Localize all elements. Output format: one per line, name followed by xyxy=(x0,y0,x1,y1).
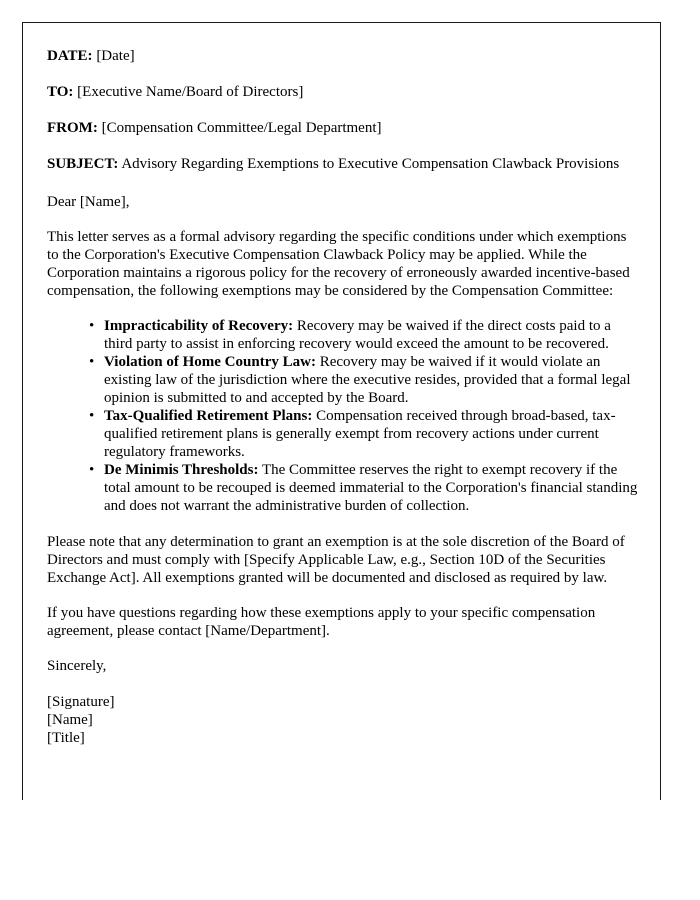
signature-placeholder: [Signature] xyxy=(47,694,115,710)
date-label: DATE: xyxy=(47,48,93,64)
closing-line: Sincerely, xyxy=(47,658,107,674)
signer-name: [Name] xyxy=(47,712,93,728)
discretion-paragraph: Please note that any determination to grant an exemption is at the sole discretion of the Board of Directors and must comply with [Specify Applicable Law, e.g., Section 10D of the Securities Exchange Act]. All exemptions granted will be documented and disclosed as required by law. xyxy=(47,534,625,586)
from-label: FROM: xyxy=(47,120,98,136)
exemption-term: Violation of Home Country Law: xyxy=(104,354,316,370)
exemption-description: Recovery may be waived if the direct costs paid to a third party to assist in enforcing recovery would exceed the amount to be recovered. xyxy=(104,318,611,352)
header-row-to xyxy=(47,83,639,101)
letter-body xyxy=(47,47,639,747)
list-item xyxy=(89,353,639,407)
header-row-date xyxy=(47,47,639,65)
exemption-term: Tax-Qualified Retirement Plans: xyxy=(104,408,313,424)
date-value: [Date] xyxy=(96,48,135,64)
subject-value: Advisory Regarding Exemptions to Executive Compensation Clawback Provisions xyxy=(121,156,620,172)
to-label: TO: xyxy=(47,84,74,100)
contact-paragraph: If you have questions regarding how these exemptions apply to your specific compensation agreement, please contact [Name/Department]. xyxy=(47,605,596,639)
from-value: [Compensation Committee/Legal Department] xyxy=(101,120,382,136)
exemption-term: Impracticability of Recovery: xyxy=(104,318,294,334)
subject-label: SUBJECT: xyxy=(47,156,119,172)
signer-title: [Title] xyxy=(47,730,85,746)
intro-paragraph: This letter serves as a formal advisory regarding the specific conditions under which exemptions to the Corporation's Executive Compensation Clawback Policy may be applied. While the Corporation maintains a rigorous policy for the recovery of erroneously awarded incentive-based compensation, the following exemptions may be considered by the Compensation Committee: xyxy=(47,229,630,299)
exemption-description: Recovery may be waived if it would violate an existing law of the jurisdiction where the executive resides, provided that a formal legal opinion is submitted to and accepted by the Board. xyxy=(104,354,631,406)
salutation: Dear [Name], xyxy=(47,194,130,210)
document-page xyxy=(22,22,661,800)
exemption-description: The Committee reserves the right to exempt recovery if the total amount to be recouped is deemed immaterial to the Corporation's financial standing and does not warrant the administrative burden of collection. xyxy=(104,462,638,514)
to-value: [Executive Name/Board of Directors] xyxy=(77,84,304,100)
list-item xyxy=(89,407,639,461)
list-item xyxy=(89,461,639,515)
exemption-term: De Minimis Thresholds: xyxy=(104,462,259,478)
signature-block xyxy=(47,693,639,747)
header-row-from xyxy=(47,119,639,137)
header-row-subject xyxy=(47,155,639,173)
list-item xyxy=(89,317,639,353)
exemptions-list xyxy=(47,317,639,515)
exemption-description: Compensation received through broad-based, tax-qualified retirement plans is generally exempt from recovery actions under current regulatory frameworks. xyxy=(104,408,616,460)
